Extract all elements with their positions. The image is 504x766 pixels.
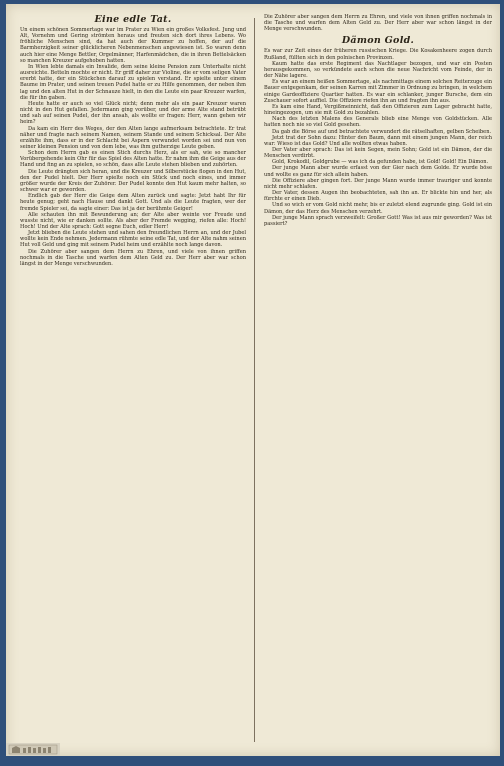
- library-logo-icon: [8, 744, 58, 755]
- article2-paragraph: Der junge Mann sprach verzweifelt: Großer Gott! Was ist aus mir geworden? Was ist passiert?: [264, 214, 492, 227]
- article1-paragraph: Heute hatte er auch so viel Glück nicht; denn mehr als ein paar Kreuzer waren nicht in den Hut gefallen. Jedermann ging vorüber, und der arme Alte stand betrübt und sah auf seinen Pudel, der ihn ansah, als wollte er fragen: Herr, wann gehen wir heim?: [20, 100, 246, 126]
- article1-paragraph: Die Zuhörer aber sangen dem Herrn zu Ehren, und viele von ihnen griffen nochmals in die Tasche und warfen dem Alten Geld zu. Der Herr aber war schon längst in der Menge verschwunden.: [20, 248, 246, 267]
- newspaper-page: [6, 4, 500, 756]
- article2-paragraph: Es war zur Zeit eines der früheren russischen Kriege. Die Kosakenheere zogen durch Rußland, füllten sich in den polnischen Provinzen.: [264, 48, 492, 61]
- article2-paragraph: Nach des letzten Malens des Generals blieb eine Menge von Goldstücken. Alle hatten noch nie so viel Gold gesehen.: [264, 116, 492, 129]
- article1-paragraph: Alle schauten ihn mit Bewunderung an; der Alte aber weinte vor Freude und wusste nicht, wie er danken sollte. Als aber der Fremde wegging, riefen alle: Hoch! Hoch! Und der Alte sprach: Gott segne Euch, edler Herr!: [20, 211, 246, 230]
- article2-paragraph: Es kam eine Hand, Vergißmeinnicht, daß den Offizieren zum Lager gebracht hatte, hineingezogen, um sie mit Gold zu bezahlen.: [264, 103, 492, 117]
- article1-paragraph: Jetzt blieben die Leute stehen und sahen den freundlichen Herrn an, und der Jubel wollte kein Ende nehmen. Jedermann rühmte seine edle Tat, und der Alte nahm seinen Hut voll Geld und ging mit seinem Pudel heim und erzählte noch lange davon.: [20, 230, 246, 249]
- article1-paragraph: In Wien lebte damals ein Invalide, dem seine kleine Pension zum Unterhalte nicht ausreichte. Betteln mochte er nicht. Er griff daher zur Violine, die er vom seligen Vater ererbt hatte, der ein Stückchen darauf zu spielen verstand. Er spielte unter einem Baume im Prater, und seinen treuen Pudel hatte er zu Hilfe genommen, der neben ihm lag und den alten Hut in der Schnauze hielt, in den die Leute ein paar Kreuzer warfen, die für ihn gaben.: [20, 63, 246, 101]
- article2-paragraph: Die Offiziere aber gingen fort. Der junge Mann wurde immer trauriger und konnte nicht mehr schlafen.: [264, 177, 492, 190]
- article2-paragraph: Da gab die Börse auf und betrachtete verwundert die rätselhaften, gelben Scheiben.: [272, 128, 492, 135]
- article1-continuation: Die Zuhörer aber sangen dem Herrn zu Ehren, und viele von ihnen griffen nochmals in die Tasche und warfen dem Alten Geld zu. Der Herr aber war schon längst in der Menge verschwunden.: [264, 14, 492, 33]
- article1-paragraph: Endlich gab der Herr die Geige dem Alten zurück und sagte: Jetzt habt Ihr für heute genug; geht nach Hause und dankt Gott. Und als die Leute fragten, wer der fremde Spieler sei, da sagte einer: Das ist ja der berühmte Geiger!: [20, 193, 246, 212]
- article2-paragraph: Kaum hatte das erste Regiment das Nachtlager bezogen, und war ein Posten herausgekommen, so verkündete auch schon die neue Nachricht vom Feinde, der in der Nähe lagere.: [264, 60, 492, 80]
- left-column: [20, 14, 246, 748]
- article2-paragraph: Und so wich er vom Gold nicht mehr, bis er zuletzt elend zugrunde ging. Gold ist ein Dämon, der das Herz des Menschen verzehrt.: [264, 202, 492, 215]
- article1-paragraph: Da kam ein Herr des Weges, der den Alten lange aufmerksam betrachtete. Er trat näher und fragte nach seinem Namen, seinem Stande und seinem Schicksal. Der Alte erzählte ihm, dass er in der Schlacht bei Aspern verwundet worden sei und nun von seiner kleinen Pension und von dem lebe, was ihm gutherzige Leute geben.: [20, 125, 246, 150]
- column-divider: [254, 18, 255, 742]
- article2-paragraph: Der Vater, dessen Augen ihn beobachteten, sah ihn an. Er blickte hin und her, als fürchte er einen Dieb.: [264, 190, 492, 203]
- article2-paragraph: Der Vater aber sprach: Das ist kein Segen, mein Sohn; Gold ist ein Dämon, der die Menschen verdirbt.: [264, 146, 492, 160]
- article-title-daemon-gold: Dämon Gold.: [341, 35, 415, 47]
- article1-paragraph: Un einem schönen Sommertage war im Prater zu Wien ein großes Volksfest. Jung und Alt, Vornehm und Gering strömten heraus und freuten sich dort ihres Lebens. Wo fröhliche Menschen sind, da hat auch der Kummer zu hoffen, der auf die Barmherzigkeit seiner glücklicheren Nebenmenschen angewiesen ist. So waren denn auch hier eine Menge Bettler, Orgelmänner, Harfenmädchen, die in ihren Bettelsäcken so manchen Kreuzer aufgehoben hatten.: [20, 27, 246, 64]
- article2-paragraph: Gold, Krokodil, Goldgrube — was ich da gefunden habe, ist Gold! Gold! Ein Dämon.: [272, 159, 489, 166]
- article2-paragraph: Es war an einem heißen Sommertage, als nachmittags einem solchen Reiterzuge ein Bauer entgegenkam, der seinen Karren mit Zimmer in Ordnung zu bringen, in welchem einige Gardeoffiziere Quartier hatten. Es war ein schlanker, junger Bursche, dem ein Zuschauer sofort auffiel. Die Offiziere riefen ihn an und fragten ihn aus.: [264, 79, 492, 104]
- article1-paragraph: Schon dem Herrn gab es einen Stich durchs Herz, als er sah, wie so mancher Vorübergehende kein Ohr für das Spiel des Alten hatte. Er nahm ihm die Geige aus der Hand und fing an zu spielen, so schön, dass alle Leute stehen blieben und zuhörten.: [20, 150, 246, 169]
- article-title-edle-tat: Eine edle Tat.: [94, 14, 172, 25]
- article1-paragraph: Die Leute drängten sich heran, und die Kreuzer und Silberstücke flogen in den Hut, den der Pudel hielt. Der Herr spielte noch ein Stück und noch eines, und immer größer wurde der Kreis der Zuhörer. Der Pudel konnte den Hut kaum mehr halten, so schwer war er geworden.: [20, 168, 246, 194]
- right-column: [264, 14, 492, 748]
- article2-paragraph: Der junge Mann aber wurde erfasst von der Gier nach dem Golde. Er wurde böse und wollte es ganz für sich allein haben.: [264, 165, 492, 178]
- article2-paragraph: Jetzt trat der Sohn dazu: Hinter den Baum, dann mit einem jungen Mann, der reich war: Wieso ist das Gold? Und alle wollten etwas haben.: [264, 134, 492, 147]
